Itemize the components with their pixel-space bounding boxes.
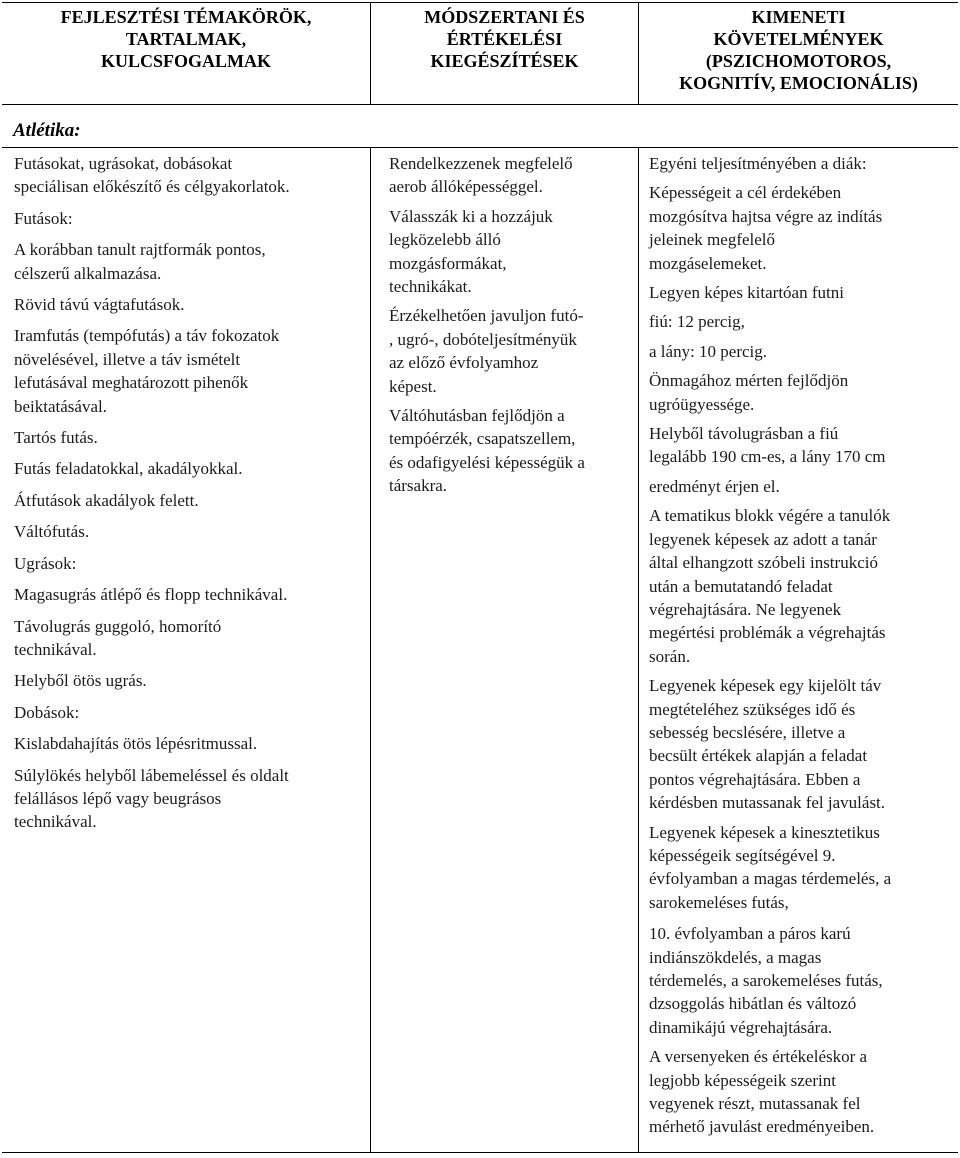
text-line: kérdésben mutassanak fel javulást. (649, 793, 886, 813)
text-line: Helyből távolugrásban a fiú (649, 424, 839, 444)
text-line: Érzékelhetően javuljon futó- (389, 306, 584, 326)
text-line: Magasugrás átlépő és flopp technikával. (14, 585, 288, 605)
topics-column (14, 152, 369, 834)
body-top-rule (2, 147, 958, 148)
text-line: Távolugrás guggoló, homorító (14, 616, 222, 636)
text-line: a lány: 10 percig. (649, 341, 768, 361)
text-line: Helyből ötös ugrás. (14, 671, 147, 691)
text-line: A versenyeken és értékeléskor a (649, 1047, 868, 1067)
text-line: és odafigyelési képességük a (389, 452, 585, 472)
text-line: Váltóhutásban fejlődjön a (389, 406, 565, 426)
text-line: Iramfutás (tempófutás) a táv fokozatok (14, 326, 280, 346)
text-line: mozgáselemeket. (649, 253, 767, 273)
text-line: Válasszák ki a hozzájuk (389, 206, 553, 226)
text-line: megértési problémák a végrehajtás (649, 623, 886, 643)
text-line: dzsoggolás hibátlan és változó (649, 994, 857, 1014)
body-bottom-rule (2, 1152, 958, 1153)
text-line: Egyéni teljesítményében a diák: (649, 154, 867, 173)
text-line: becsült értékek alapján a feladat (649, 746, 868, 766)
text-line: felállásos lépő vagy beugrásos (14, 788, 222, 808)
text-line: Átfutások akadályok felett. (14, 490, 199, 510)
text-line: után a bemutatandó feladat (649, 576, 833, 596)
header-cell-topics (2, 3, 371, 104)
header-line: TARTALMAK, (125, 29, 247, 49)
text-line: pontos végrehajtására. Ebben a (649, 769, 861, 789)
text-line: társakra. (389, 476, 448, 496)
text-line: képességeik segítségével 9. (649, 845, 836, 865)
header-line: KIEGÉSZÍTÉSEK (430, 51, 579, 71)
text-line: Súlylökés helyből lábemeléssel és oldalt (14, 765, 289, 785)
header-line: ÉRTÉKELÉSI (446, 29, 563, 49)
text-line: az előző évfolyamhoz (389, 353, 539, 373)
column-divider-2 (638, 147, 639, 1153)
text-line: legközelebb álló (389, 230, 501, 250)
text-line: során. (649, 646, 691, 666)
table-header-row (2, 2, 958, 105)
header-line: (PSZICHOMOTOROS, (705, 51, 892, 71)
text-line: lefutásával meghatározott pihenők (14, 373, 249, 393)
text-line: beiktatásával. (14, 396, 107, 416)
text-line: térdemelés, a sarokemeléses futás, (649, 971, 883, 990)
text-line: képest. (389, 376, 437, 396)
text-line: Futások: (14, 208, 73, 228)
text-line: mozgásformákat, (389, 253, 507, 273)
text-line: Futásokat, ugrásokat, dobásokat (14, 154, 233, 173)
text-line: eredményt érjen el. (649, 476, 780, 496)
text-line: növelésével, illetve a táv ismételt (14, 349, 241, 369)
text-line: Rövid távú vágtafutások. (14, 295, 185, 315)
header-line: KIMENETI (751, 7, 846, 27)
text-line: legjobb képességeik szerint (649, 1070, 836, 1090)
text-line: Legyen képes kitartóan futni (649, 283, 844, 303)
header-line: KOGNITÍV, EMOCIONÁLIS) (679, 73, 918, 93)
text-line: Ugrások: (14, 553, 77, 573)
text-line: aerob állóképességgel. (389, 177, 543, 197)
outcomes-column (649, 152, 949, 1139)
text-line: A korábban tanult rajtformák pontos, (14, 240, 266, 260)
text-line: végrehajtására. Ne legyenek (649, 599, 842, 619)
header-cell-outcomes (639, 3, 958, 104)
text-line: vegyenek részt, mutassanak fel (649, 1094, 861, 1114)
text-line: Önmagához mérten fejlődjön (649, 371, 849, 391)
text-line: Váltófutás. (14, 522, 90, 542)
text-line: által elhangzott szóbeli instrukció (649, 553, 878, 573)
text-line: , ugró-, dobóteljesítményük (389, 329, 577, 349)
text-line: Futás feladatokkal, akadályokkal. (14, 459, 243, 479)
column-divider-1 (370, 147, 371, 1153)
text-line: mozgósítva hajtsa végre az indítás (649, 206, 883, 226)
text-line: megtételéhez szükséges idő és (649, 699, 856, 719)
text-line: A tematikus blokk végére a tanulók (649, 506, 891, 526)
header-line: MÓDSZERTANI ÉS (424, 7, 585, 27)
text-line: ugróügyessége. (649, 394, 755, 414)
text-line: technikával. (14, 812, 97, 832)
text-line: sebesség becslésére, illetve a (649, 722, 846, 742)
text-line: jeleinek megfelelő (649, 230, 776, 250)
text-line: Képességeit a cél érdekében (649, 183, 842, 203)
text-line: 10. évfolyamban a páros karú (649, 924, 851, 944)
text-line: Dobások: (14, 702, 80, 722)
text-line: célszerű alkalmazása. (14, 263, 162, 283)
text-line: dinamikájú végrehajtására. (649, 1017, 833, 1037)
text-line: Legyenek képesek egy kijelölt táv (649, 676, 882, 696)
methods-column (389, 152, 631, 498)
text-line: legalább 190 cm-es, a lány 170 cm (649, 447, 886, 467)
text-line: indiánszökdelés, a magas (649, 947, 822, 967)
header-line: FEJLESZTÉSI TÉMAKÖRÖK, (60, 7, 312, 27)
header-line: KULCSFOGALMAK (100, 51, 271, 71)
text-line: mérhető javulást eredményeiben. (649, 1117, 875, 1137)
header-cell-methods (371, 3, 639, 104)
text-line: technikákat. (389, 277, 472, 297)
text-line: technikával. (14, 639, 97, 659)
header-line: KÖVETELMÉNYEK (713, 29, 884, 49)
text-line: speciálisan előkészítő és célgyakorlatok. (14, 177, 290, 197)
text-line: Legyenek képesek a kinesztetikus (649, 822, 880, 842)
text-line: évfolyamban a magas térdemelés, a (649, 869, 892, 889)
text-line: fiú: 12 percig, (649, 312, 745, 332)
text-line: tempóérzék, csapatszellem, (389, 429, 576, 449)
section-title: Atlétika: (13, 120, 81, 141)
text-line: Kislabdahajítás ötös lépésritmussal. (14, 734, 258, 754)
text-line: Tartós futás. (14, 428, 98, 448)
text-line: Rendelkezzenek megfelelő (389, 154, 573, 173)
text-line: legyenek képesek az adott a tanár (649, 529, 877, 549)
text-line: sarokemeléses futás, (649, 892, 789, 912)
